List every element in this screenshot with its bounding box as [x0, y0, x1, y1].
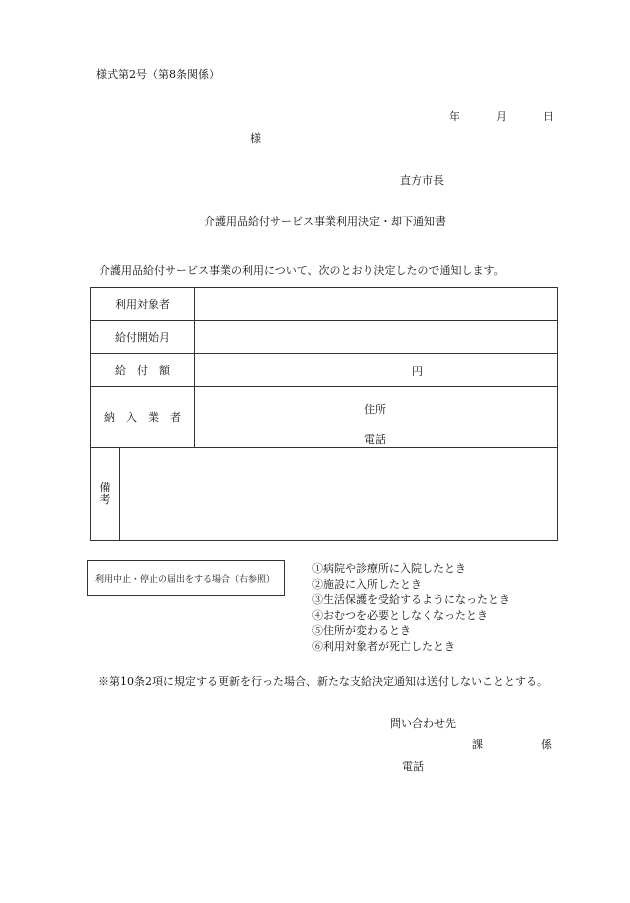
reason-item: ②施設に入所したとき	[312, 577, 422, 591]
contact-section: 課	[472, 738, 483, 751]
amount-value	[195, 354, 557, 386]
recipient-value	[195, 288, 557, 320]
remarks-value	[120, 448, 557, 540]
reason-item: ③生活保護を受給するようになったとき	[312, 593, 510, 606]
start-month-value	[195, 321, 557, 353]
supplier-value	[195, 387, 557, 447]
reason-list	[312, 561, 510, 654]
withdrawal-notice-box	[87, 560, 285, 596]
recipient-label: 利用対象者	[91, 288, 195, 320]
contact-subsection: 係	[541, 738, 552, 751]
contact-phone-label: 電話	[402, 760, 424, 773]
intro-text: 介護用品給付サービス事業の利用について、次のとおり決定したので通知します。	[99, 264, 505, 277]
addressee-suffix: 様	[250, 132, 261, 145]
table-row-supplier	[91, 387, 557, 448]
document-title: 介護用品給付サービス事業利用決定・却下通知書	[204, 215, 446, 228]
date-day: 日	[543, 110, 554, 123]
supplier-phone-label: 電話	[364, 433, 386, 446]
issuer: 直方市長	[400, 174, 444, 187]
reason-item: ①病院や診療所に入院したとき	[312, 562, 466, 575]
start-month-label: 給付開始月	[91, 321, 195, 353]
table-row-amount	[91, 354, 557, 387]
table-row-remarks	[91, 448, 557, 540]
amount-label: 給 付 額	[91, 354, 195, 386]
date-month: 月	[496, 110, 507, 123]
yen-unit: 円	[412, 365, 423, 378]
remarks-label-char-2: 考	[99, 493, 111, 506]
table-row-recipient	[91, 288, 557, 321]
date-year: 年	[449, 110, 460, 123]
remarks-label-char-1: 備	[99, 481, 111, 494]
supplier-address-label: 住所	[364, 403, 386, 416]
contact-heading: 問い合わせ先	[390, 717, 456, 730]
footnote: ※第10条2項に規定する更新を行った場合、新たな支給決定通知は送付しないこととする。	[98, 675, 548, 688]
reason-item: ④おむつを必要としなくなったとき	[312, 608, 488, 622]
withdrawal-notice-label: 利用中止・停止の届出をする場合（右参照）	[95, 574, 276, 585]
supplier-label: 納 入 業 者	[91, 387, 195, 447]
remarks-label	[91, 448, 120, 540]
form-number: 様式第2号（第8条関係）	[96, 68, 220, 81]
decision-table	[90, 287, 558, 541]
table-row-start-month	[91, 321, 557, 354]
reason-item: ⑤住所が変わるとき	[312, 624, 411, 637]
reason-item: ⑥利用対象者が死亡したとき	[312, 639, 455, 653]
